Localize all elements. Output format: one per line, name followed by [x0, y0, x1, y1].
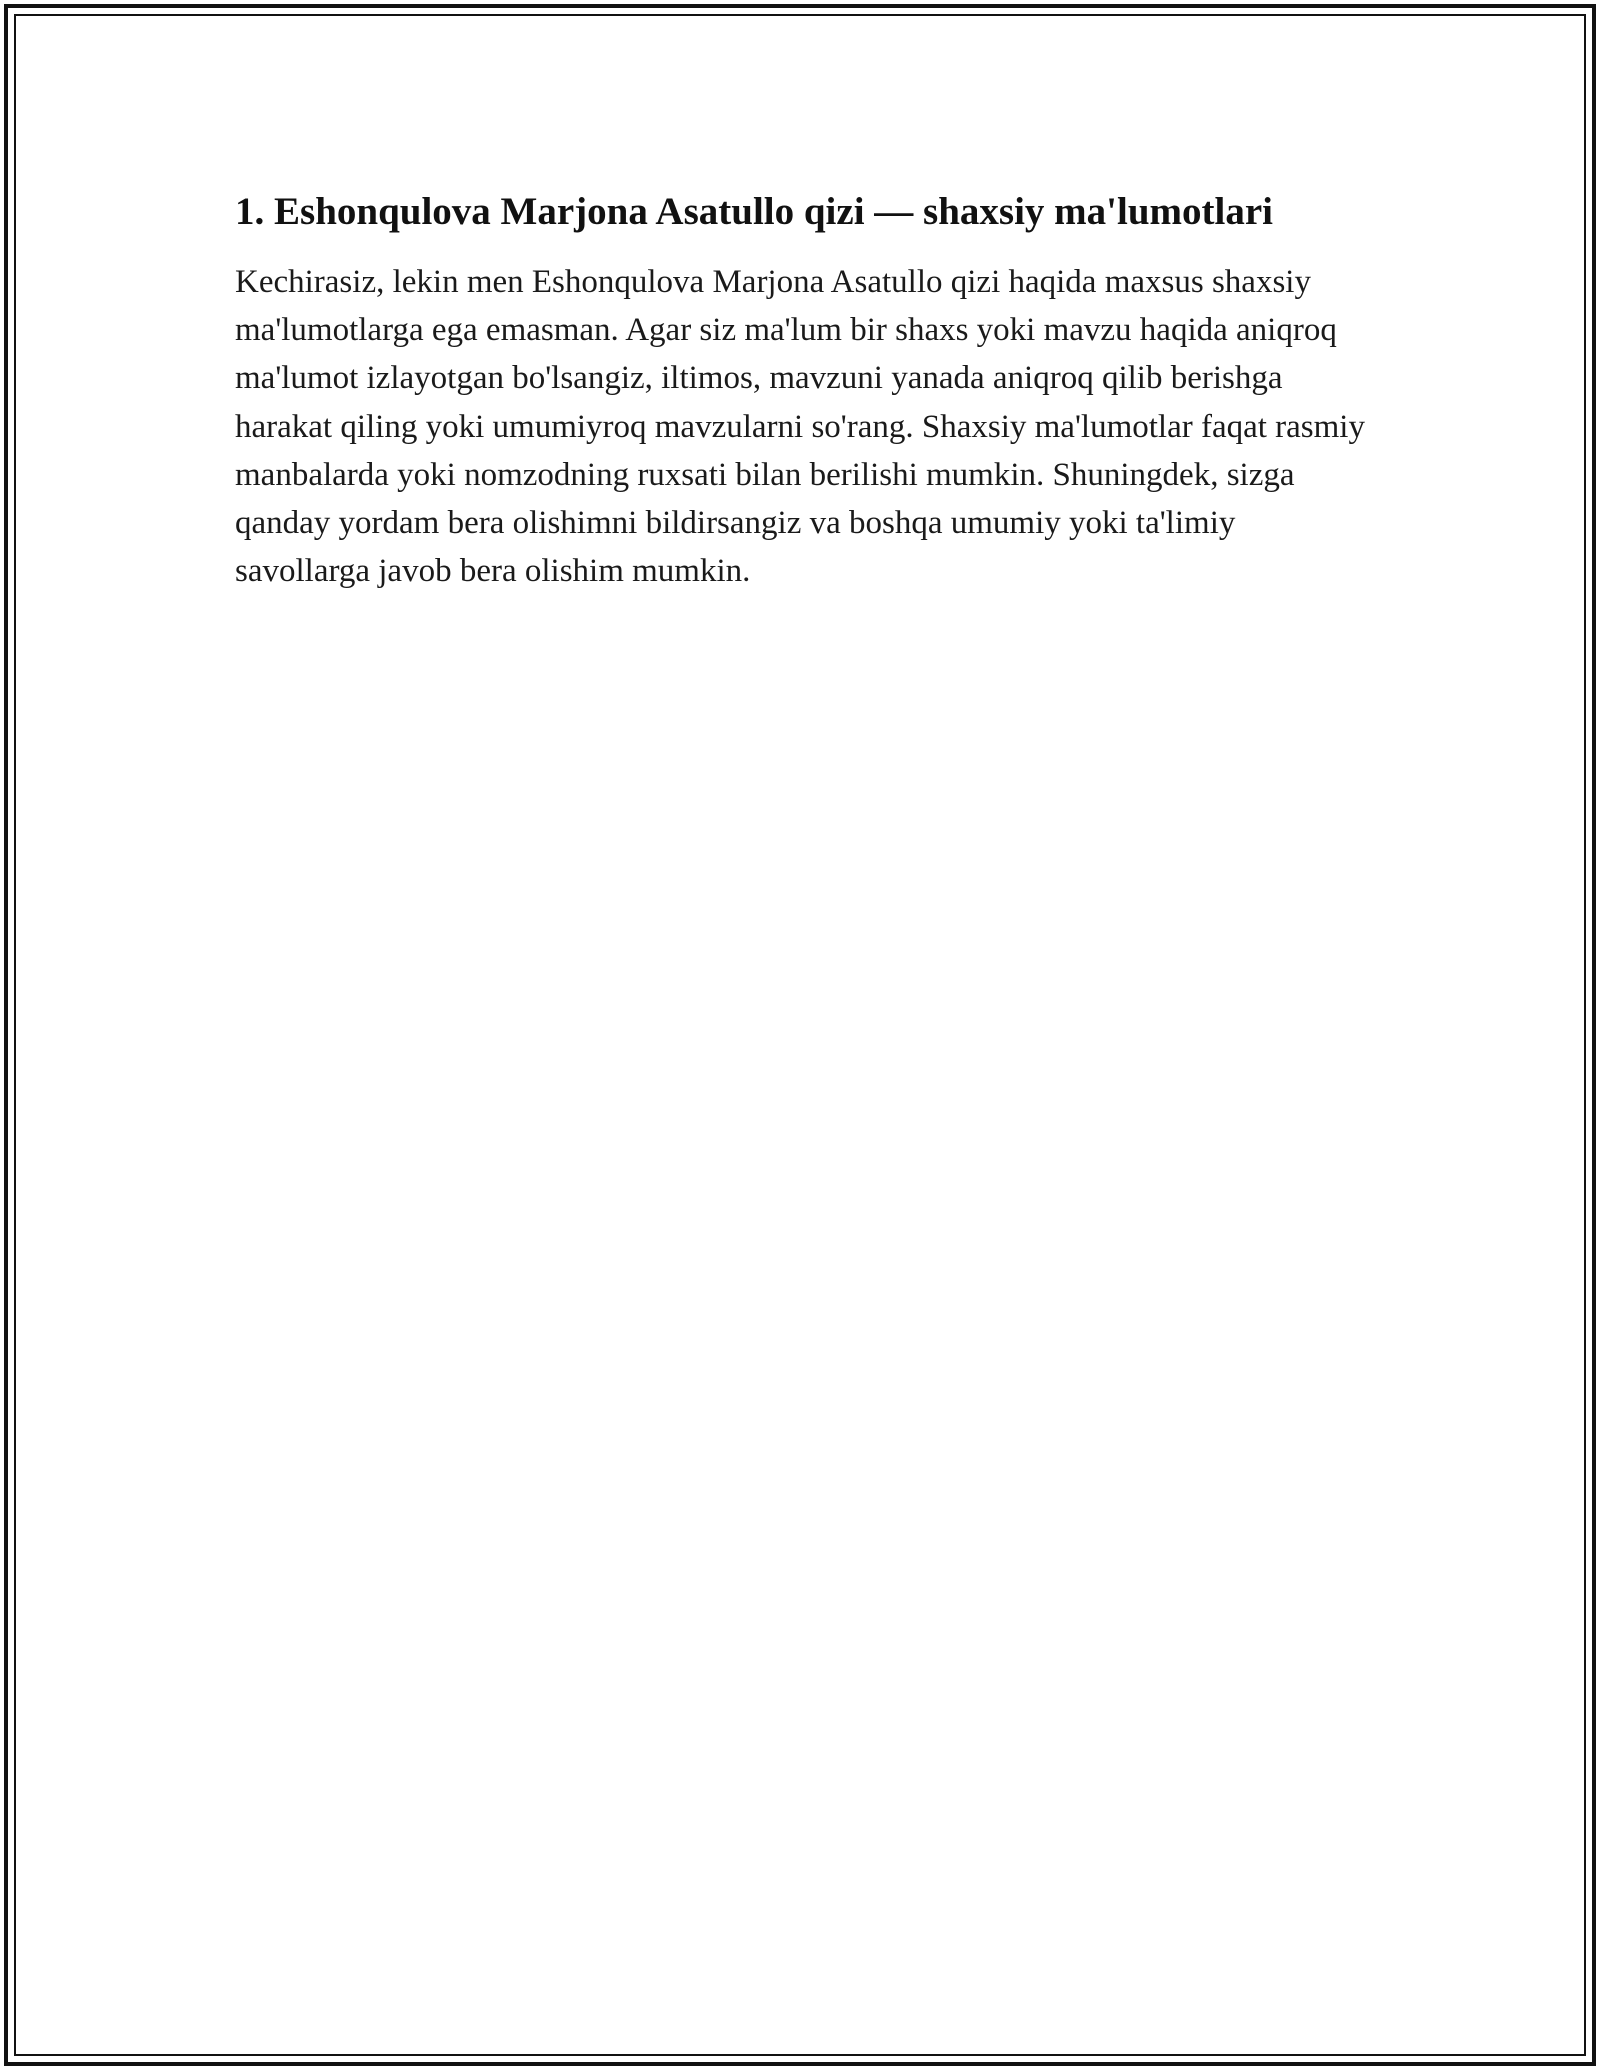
- section-title: 1. Eshonqulova Marjona Asatullo qizi — shaxsiy ma'lumotlari: [235, 190, 1273, 233]
- section-body-paragraph: Kechirasiz, lekin men Eshonqulova Marjona Asatullo qizi haqida maxsus shaxsiy ma'lumotlarga ega emasman. Agar siz ma'lum bir shaxs yoki mavzu haqida aniqroq ma'lumot izlayotgan bo'lsangiz, iltimos, mavzuni yanada aniqroq qilib berishga harakat qiling yoki umumiyroq mavzularni so'rang. Shaxsiy ma'lumotlar faqat rasmiy manbalarda yoki nomzodning ruxsati bilan berilishi mumkin. Shuningdek, sizga qanday yordam bera olishimni bildirsangiz va boshqa umumiy yoki ta'limiy savollarga javob bera olishim mumkin.: [235, 264, 1365, 590]
- document-content: [235, 186, 1375, 595]
